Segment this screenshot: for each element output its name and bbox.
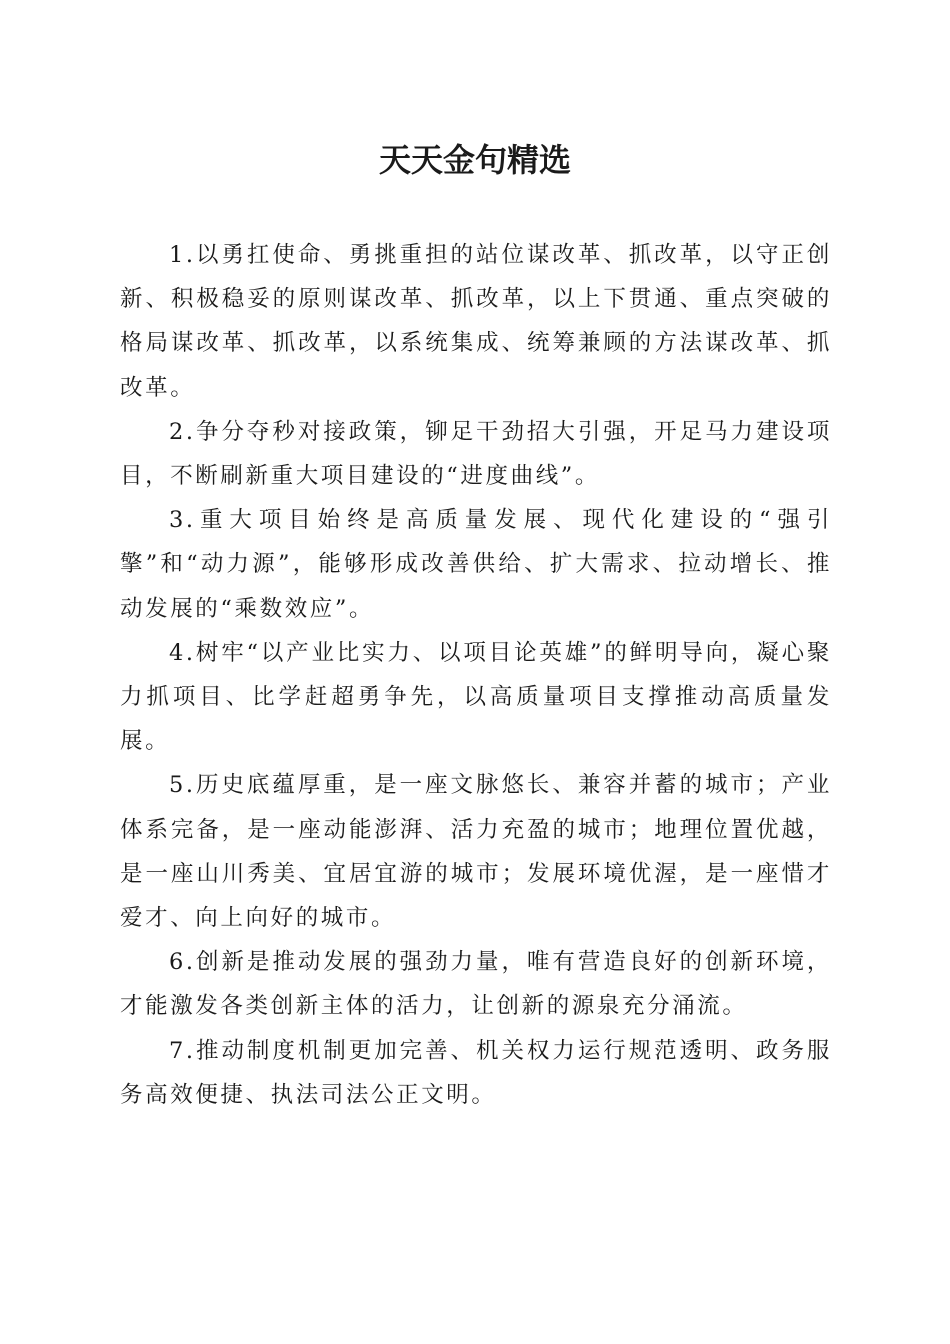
paragraph-4: 4.树牢“以产业比实力、以项目论英雄”的鲜明导向，凝心聚力抓项目、比学赶超勇争先，以高质量项目支撑推动高质量发展。 — [120, 639, 832, 755]
paragraph-5: 5.历史底蕴厚重，是一座文脉悠长、兼容并蓄的城市；产业体系完备，是一座动能澎湃、活力充盈的城市；地理位置优越，是一座山川秀美、宜居宜游的城市；发展环境优渥，是一座惜才爱才、向上向好的城市。 — [120, 772, 832, 932]
page-title: 天天金句精选 — [378, 141, 571, 179]
paragraph-1: 1.以勇扛使命、勇挑重担的站位谋改革、抓改革，以守正创新、积极稳妥的原则谋改革、抓改革，以上下贯通、重点突破的格局谋改革、抓改革，以系统集成、统筹兼顾的方法谋改革、抓改革。 — [120, 242, 832, 401]
paragraph-7: 7.推动制度机制更加完善、机关权力运行规范透明、政务服务高效便捷、执法司法公正文明。 — [120, 1037, 832, 1108]
paragraph-3: 3.重大项目始终是高质量发展、现代化建设的“强引擎”和“动力源”，能够形成改善供给、扩大需求、拉动增长、推动发展的“乘数效应”。 — [120, 507, 832, 622]
paragraph-6: 6.创新是推动发展的强劲力量，唯有营造良好的创新环境，才能激发各类创新主体的活力，让创新的源泉充分涌流。 — [120, 949, 832, 1020]
paragraph-2: 2.争分夺秒对接政策，铆足干劲招大引强，开足马力建设项目，不断刷新重大项目建设的“进度曲线”。 — [120, 418, 832, 490]
document-body — [120, 233, 832, 1117]
